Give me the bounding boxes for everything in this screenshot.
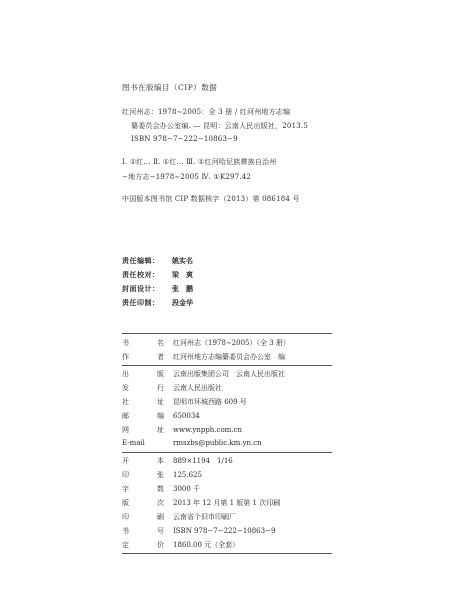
cip-heading: 图书在版编目（CIP）数据 bbox=[122, 83, 218, 92]
info-row-author bbox=[122, 352, 285, 362]
staff-row-printing bbox=[122, 298, 193, 308]
staff-value: 段金华 bbox=[172, 299, 193, 307]
divider-middle bbox=[122, 365, 332, 366]
info-row-price bbox=[122, 540, 239, 550]
info-value: 云南出版集团公司 云南人民出版社 bbox=[173, 370, 285, 378]
info-label: 开本 bbox=[122, 457, 164, 465]
cip-line-3: ISBN 978−7−222−10863−9 bbox=[131, 135, 238, 143]
divider-top bbox=[122, 333, 332, 334]
info-label: 书名 bbox=[122, 339, 164, 347]
divider-end bbox=[122, 553, 332, 554]
staff-row-proofreader bbox=[122, 270, 193, 280]
cip-line-6: 中国版本图书馆 CIP 数据核字（2013）第 086184 号 bbox=[122, 195, 300, 203]
info-value: 650034 bbox=[173, 412, 200, 420]
info-row-postcode bbox=[122, 411, 200, 421]
info-row-email bbox=[122, 439, 262, 447]
info-row-address bbox=[122, 397, 247, 407]
info-row-title bbox=[122, 338, 290, 348]
info-value: 昆明市环城西路 609 号 bbox=[173, 398, 247, 406]
staff-value: 张 鹏 bbox=[172, 285, 193, 293]
info-value: 889×1194 1/16 bbox=[173, 457, 233, 465]
info-label: 邮编 bbox=[122, 412, 164, 420]
info-value: 125.625 bbox=[173, 471, 202, 479]
staff-value: 姚实名 bbox=[172, 257, 193, 265]
staff-row-editor bbox=[122, 256, 193, 266]
info-row-sheets bbox=[122, 470, 202, 480]
divider-bottom bbox=[122, 452, 332, 453]
info-label: 印刷 bbox=[122, 513, 164, 521]
staff-row-cover-designer bbox=[122, 284, 193, 294]
info-value: 云南省个旧市印刷厂 bbox=[173, 513, 236, 521]
info-label: 作者 bbox=[122, 353, 164, 361]
info-value: 云南人民出版社 bbox=[173, 384, 222, 392]
cip-line-2: 纂委员会办公室编. — 昆明：云南人民出版社，2013.5 bbox=[131, 122, 308, 130]
info-label: 印张 bbox=[122, 471, 164, 479]
staff-label: 封面设计： bbox=[122, 285, 160, 293]
info-label: 发行 bbox=[122, 384, 164, 392]
info-label: 社址 bbox=[122, 398, 164, 406]
staff-value: 梁 爽 bbox=[172, 271, 193, 279]
info-label: 书号 bbox=[122, 527, 164, 535]
info-label: 版次 bbox=[122, 499, 164, 507]
info-row-distributor bbox=[122, 383, 222, 393]
info-value: rmszbs@public.km.yn.cn bbox=[173, 439, 262, 447]
staff-label: 责任编辑： bbox=[122, 257, 160, 265]
info-row-printer bbox=[122, 512, 236, 522]
info-label: 网址 bbox=[122, 426, 164, 434]
staff-label: 责任校对： bbox=[122, 271, 160, 279]
info-value: www.ynpph.com.cn bbox=[173, 426, 242, 434]
info-row-word-count bbox=[122, 484, 200, 494]
info-value: 红河州志（1978∼2005）（全 3 册） bbox=[173, 339, 290, 347]
info-value: ISBN 978−7−222−10863−9 bbox=[173, 527, 276, 535]
info-row-isbn bbox=[122, 526, 275, 536]
info-value: 2013 年 12 月第 1 版第 1 次印刷 bbox=[173, 499, 281, 507]
info-row-edition bbox=[122, 498, 280, 508]
info-value: 1860.00 元（全套） bbox=[173, 541, 240, 549]
cip-line-1: 红河州志：1978∼2005：全 3 册 / 红河州地方志编 bbox=[122, 108, 291, 116]
info-label: 出版 bbox=[122, 370, 164, 378]
info-row-publisher bbox=[122, 369, 285, 379]
info-label: 定价 bbox=[122, 541, 164, 549]
info-row-website bbox=[122, 425, 242, 435]
info-label: E-mail bbox=[122, 439, 145, 447]
cip-line-4: Ⅰ. ①红… Ⅱ. ①红… Ⅲ. ①红河哈尼族彝族自治州 bbox=[122, 158, 277, 166]
info-value: 3000 千 bbox=[173, 485, 201, 493]
staff-label: 责任印制： bbox=[122, 299, 160, 307]
info-value: 红河州地方志编纂委员会办公室 编 bbox=[173, 353, 285, 361]
info-row-format bbox=[122, 456, 233, 466]
info-label: 字数 bbox=[122, 485, 164, 493]
cip-line-5: −地方志−1978∼2005 Ⅳ. ①K297.42 bbox=[122, 173, 252, 181]
